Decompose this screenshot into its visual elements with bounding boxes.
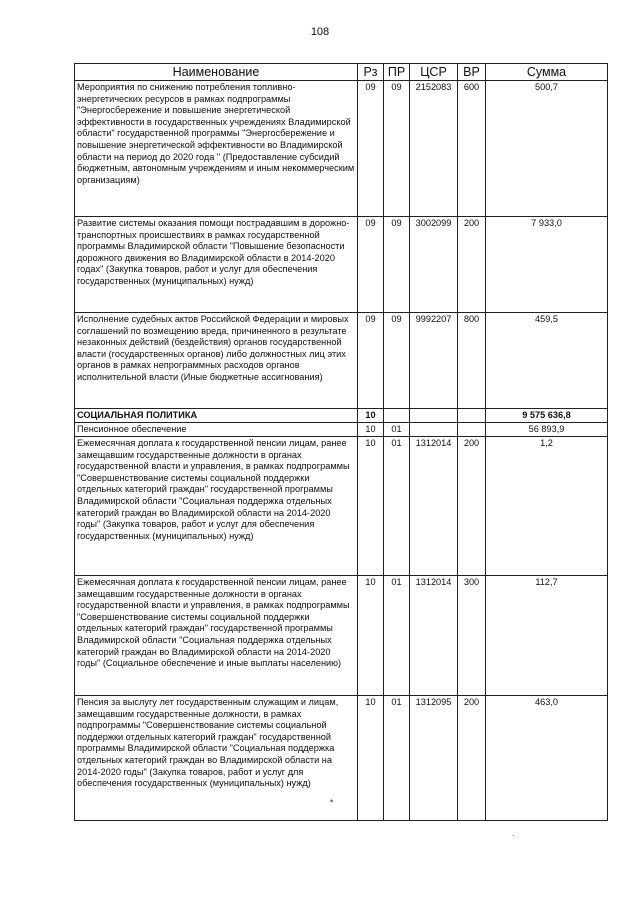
page-number: 108 <box>310 26 330 38</box>
cell-pr: 09 <box>384 313 410 409</box>
table-header-row <box>75 64 608 81</box>
cell-csr <box>410 409 458 423</box>
cell-name: Пенсионное обеспечение <box>75 423 358 437</box>
header-pr: ПР <box>384 64 410 81</box>
cell-vr: 200 <box>458 437 486 576</box>
cell-csr <box>410 423 458 437</box>
table-row <box>75 437 608 576</box>
cell-name: Мероприятия по снижению потребления топливно-энергетических ресурсов в рамках подпрограммы "Энергосбережение и повышение энергетической эффективности в государственных учреждениях Владимирской области" государственной программы "Энергосбережение и повышение энергетической эффективности во Владимирской области на период до 2020 года " (Предоставление субсидий бюджетным, автономным учреждениям и иным некоммерческим организациям) <box>75 81 358 217</box>
cell-name: Пенсия за выслугу лет государственным служащим и лицам, замещавшим государственные должности, в рамках подпрограммы "Совершенствование системы социальной поддержки отдельных категорий граждан" государственной программы Владимирской области "Социальная поддержка отдельных категорий граждан во Владимирской области на 2014-2020 годы" (Закупка товаров, работ и услуг для обеспечения государственных (муниципальных) нужд) <box>75 696 358 821</box>
cell-rz: 10 <box>358 576 384 696</box>
cell-name: Ежемесячная доплата к государственной пенсии лицам, ранее замещавшим государственные должности в органах государственной власти и управления, в рамках подпрограммы "Совершенствование системы социальной поддержки отдельных категорий граждан" государственной программы Владимирской области "Социальная поддержка отдельных категорий граждан во Владимирской области на 2014-2020 годы" (Закупка товаров, работ и услуг для обеспечения государственных (муниципальных) нужд) <box>75 437 358 576</box>
cell-csr: 3002099 <box>410 217 458 313</box>
cell-name: Исполнение судебных актов Российской Федерации и мировых соглашений по возмещению вреда, причиненного в результате незаконных действий (бездействия) органов государственной власти (государственных органов) либо должностных лиц этих органов в рамках непрограммных расходов органов исполнительной власти (Иные бюджетные ассигнования) <box>75 313 358 409</box>
cell-csr: 1312014 <box>410 437 458 576</box>
scan-speck: • <box>330 796 334 806</box>
table-row <box>75 423 608 437</box>
cell-rz: 09 <box>358 217 384 313</box>
cell-rz: 10 <box>358 423 384 437</box>
cell-sum: 500,7 <box>486 81 608 217</box>
cell-sum: 56 893,9 <box>486 423 608 437</box>
table-row <box>75 217 608 313</box>
header-sum: Сумма <box>486 64 608 81</box>
cell-vr: 200 <box>458 696 486 821</box>
cell-sum: 9 575 636,8 <box>486 409 608 423</box>
table-row <box>75 409 608 423</box>
table-row <box>75 696 608 821</box>
cell-rz: 09 <box>358 313 384 409</box>
cell-name: Развитие системы оказания помощи пострадавшим в дорожно-транспортных происшествиях в рамках государственной программы Владимирской области "Повышение безопасности дорожного движения во Владимирской области в 2014-2020 годах" (Закупка товаров, работ и услуг для обеспечения государственных (муниципальных) нужд) <box>75 217 358 313</box>
cell-csr: 2152083 <box>410 81 458 217</box>
cell-csr: 1312095 <box>410 696 458 821</box>
cell-vr: 800 <box>458 313 486 409</box>
cell-name: Ежемесячная доплата к государственной пенсии лицам, ранее замещавшим государственные должности в органах государственной власти и управления, в рамках подпрограммы "Совершенствование системы социальной поддержки отдельных категорий граждан" государственной программы Владимирской области "Социальная поддержка отдельных категорий граждан во Владимирской области на 2014-2020 годы" (Социальное обеспечение и иные выплаты населению) <box>75 576 358 696</box>
cell-sum: 459,5 <box>486 313 608 409</box>
cell-rz: 10 <box>358 409 384 423</box>
cell-sum: 463,0 <box>486 696 608 821</box>
cell-vr: 200 <box>458 217 486 313</box>
cell-rz: 10 <box>358 437 384 576</box>
header-vr: ВР <box>458 64 486 81</box>
cell-pr: 01 <box>384 437 410 576</box>
header-name: Наименование <box>75 64 358 81</box>
cell-pr <box>384 409 410 423</box>
cell-rz: 10 <box>358 696 384 821</box>
cell-sum: 112,7 <box>486 576 608 696</box>
cell-csr: 9992207 <box>410 313 458 409</box>
cell-pr: 01 <box>384 696 410 821</box>
table-row <box>75 576 608 696</box>
header-csr: ЦСР <box>410 64 458 81</box>
cell-pr: 09 <box>384 217 410 313</box>
cell-vr <box>458 423 486 437</box>
cell-sum: 7 933,0 <box>486 217 608 313</box>
cell-name: СОЦИАЛЬНАЯ ПОЛИТИКА <box>75 409 358 423</box>
cell-vr: 300 <box>458 576 486 696</box>
cell-sum: 1,2 <box>486 437 608 576</box>
cell-vr <box>458 409 486 423</box>
table-row <box>75 313 608 409</box>
cell-pr: 01 <box>384 576 410 696</box>
budget-table <box>74 63 608 821</box>
cell-pr: 09 <box>384 81 410 217</box>
scan-speck: . <box>512 828 515 838</box>
cell-pr: 01 <box>384 423 410 437</box>
header-rz: Рз <box>358 64 384 81</box>
cell-rz: 09 <box>358 81 384 217</box>
cell-csr: 1312014 <box>410 576 458 696</box>
table-row <box>75 81 608 217</box>
cell-vr: 600 <box>458 81 486 217</box>
